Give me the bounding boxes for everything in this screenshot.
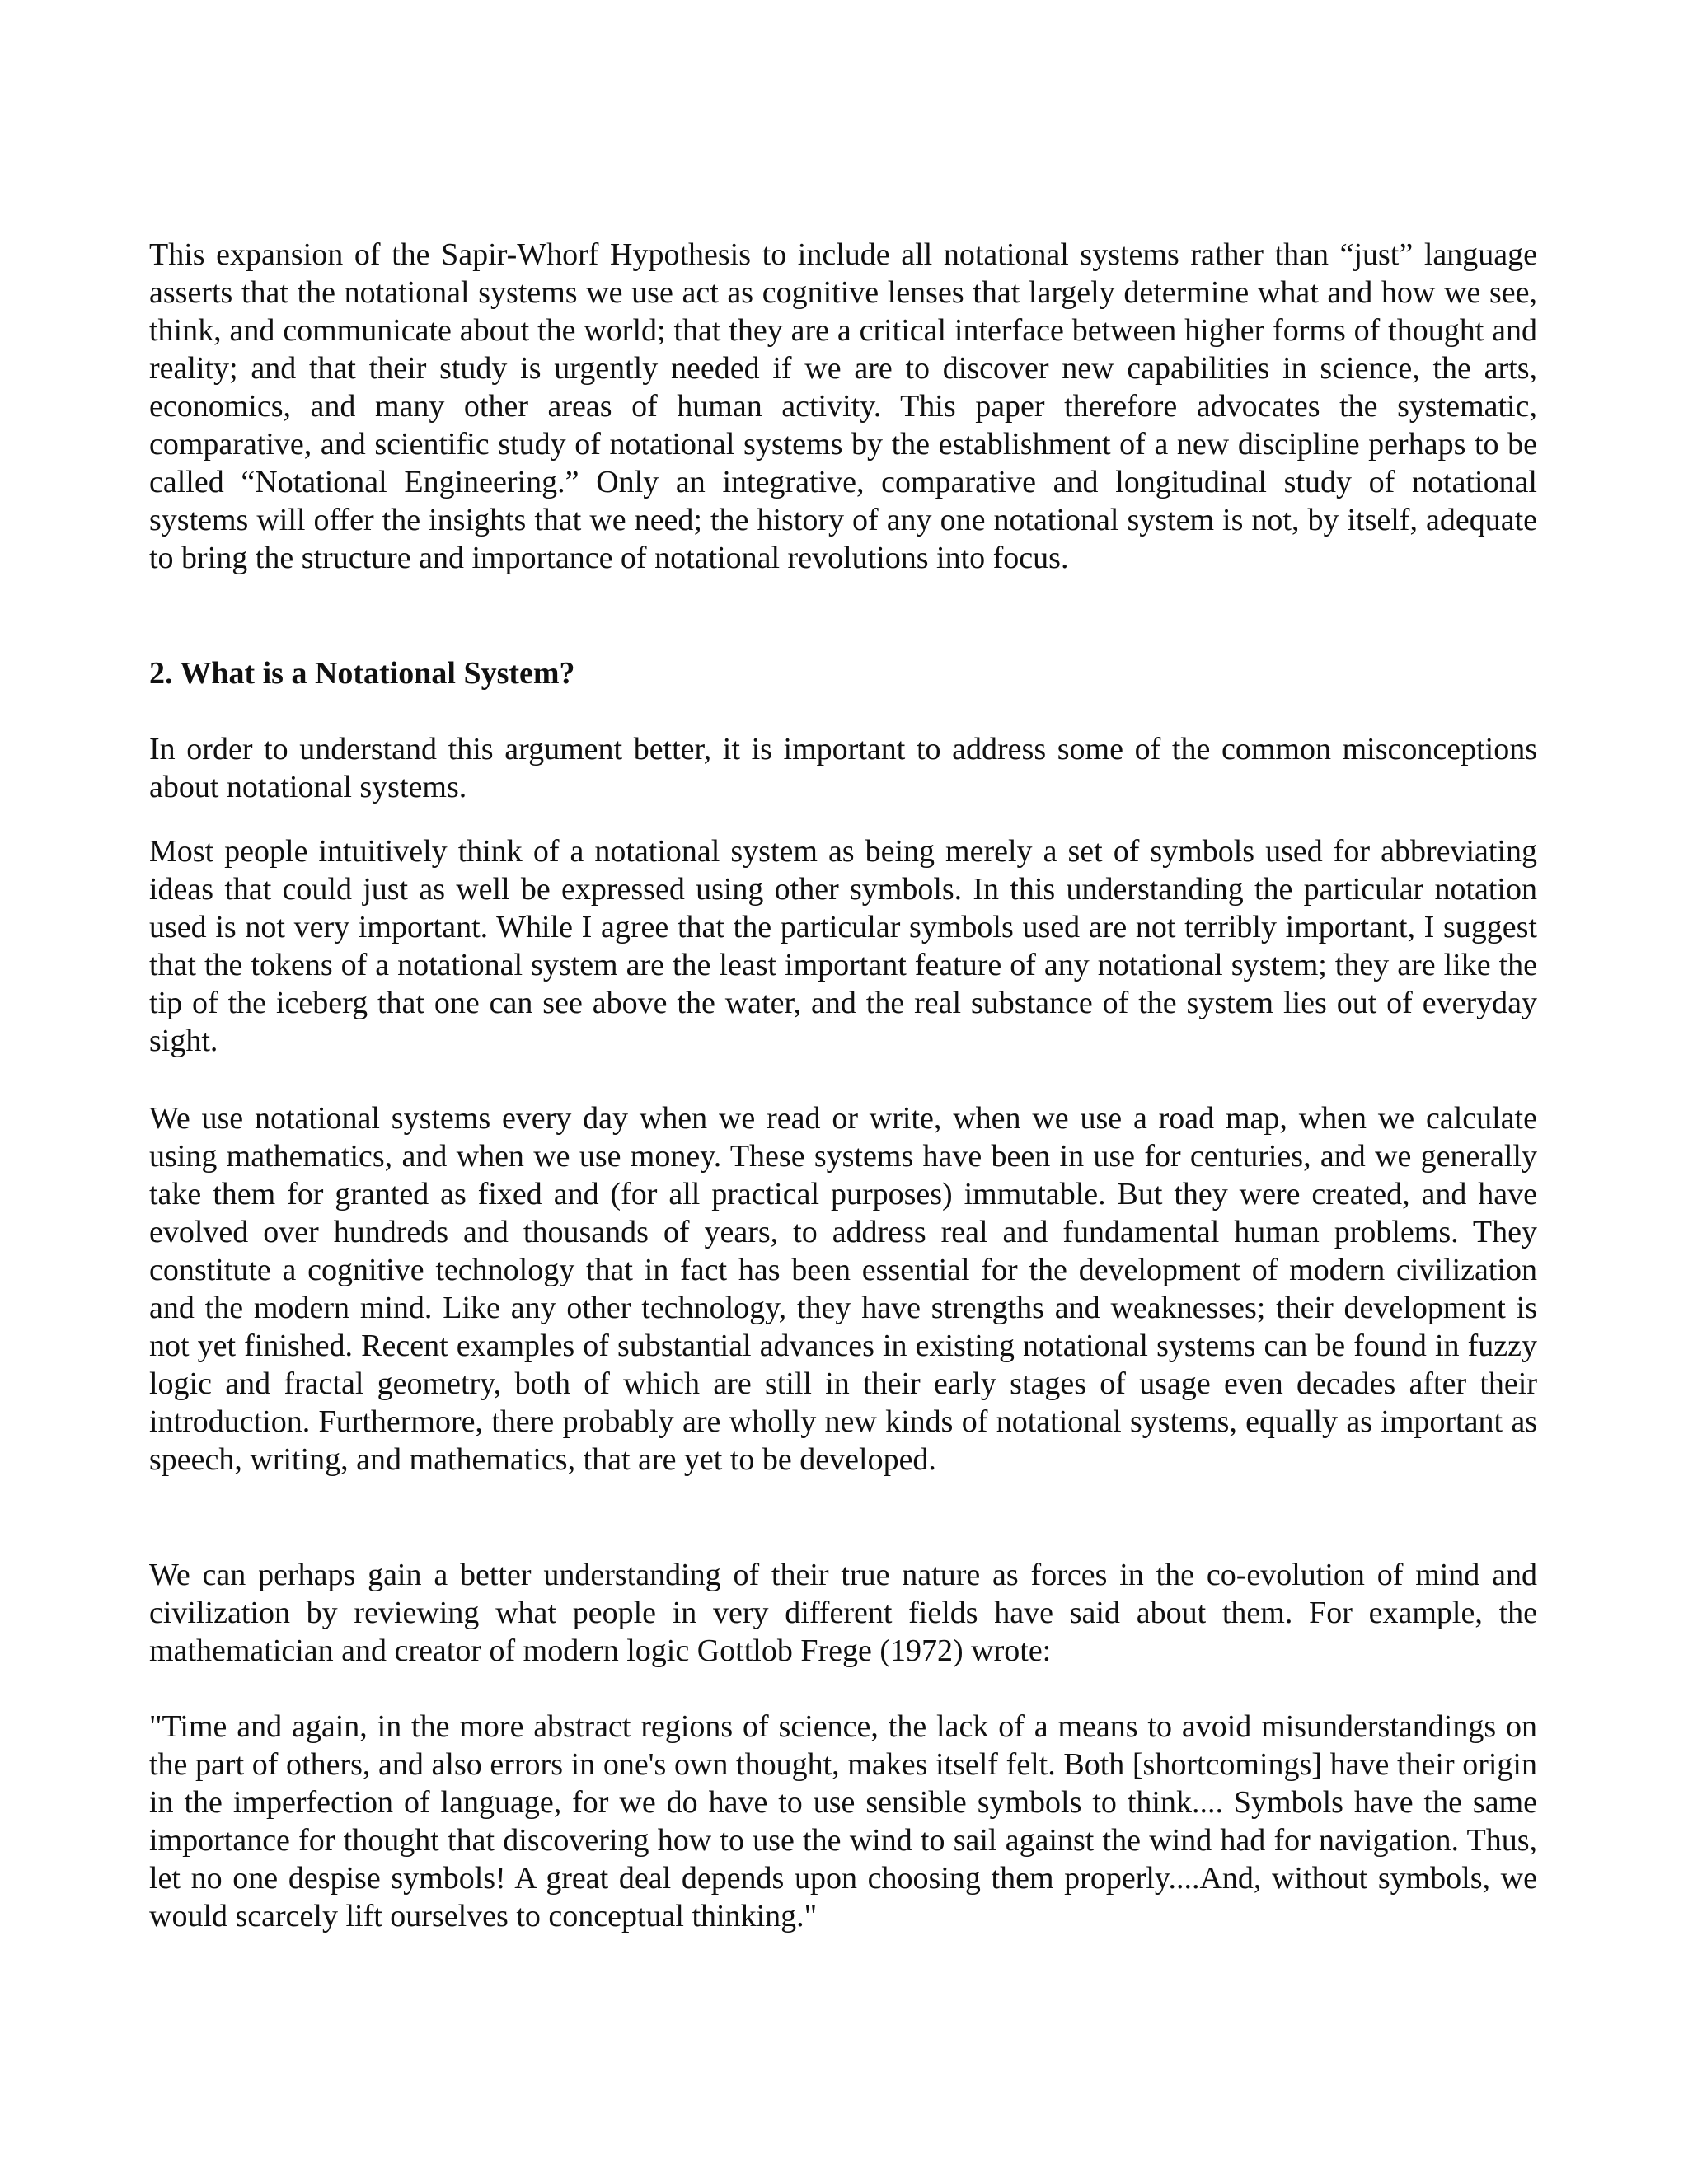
paragraph-frege-intro: We can perhaps gain a better understanding of their true nature as forces in the co-evolution of mind and civilization by reviewing what people in very different fields have said about them. For example, the mathematician and creator of modern logic Gottlob Frege (1972) wrote: <box>149 1558 1537 1668</box>
paragraph-everyday-use: We use notational systems every day when we read or write, when we use a road map, when we calculate using mathematics, and when we use money. These systems have been in use for centuries, and we generally take them for granted as fixed and (for all practical purposes) immutable. But they were created, and have evolved over hundreds and thousands of years, to address real and fundamental human problems. They constitute a cognitive technology that in fact has been essential for the development of modern civilization and the modern mind. Like any other technology, they have strengths and weaknesses; their development is not yet finished. Recent examples of substantial advances in existing notational systems can be found in fuzzy logic and fractal geometry, both of which are still in their early stages of usage even decades after their introduction. Furthermore, there probably are wholly new kinds of notational systems, equally as important as speech, writing, and mathematics, that are yet to be developed. <box>149 1101 1537 1477</box>
paragraph-intuition: Most people intuitively think of a notational system as being merely a set of symbols used for abbreviating ideas that could just as well be expressed using other symbols. In this understanding the particular notation used is not very important. While I agree that the particular symbols used are not terribly important, I suggest that the tokens of a notational system are the least important feature of any notational system; they are like the tip of the iceberg that one can see above the water, and the real substance of the system lies out of everyday sight. <box>149 834 1537 1058</box>
frege-quote: "Time and again, in the more abstract regions of science, the lack of a means to avoid misunderstandings on the part of others, and also errors in one's own thought, makes itself felt. Both [shortcomings] have their origin in the imperfection of language, for we do have to use sensible symbols to think.... Symbols have the same importance for thought that discovering how to use the wind to sail against the wind had for navigation. Thus, let no one despise symbols! A great deal depends upon choosing them properly....And, without symbols, we would scarcely lift ourselves to conceptual thinking." <box>149 1709 1537 1933</box>
paragraph-misconceptions: In order to understand this argument better, it is important to address some of the common misconceptions about notational systems. <box>149 732 1537 804</box>
section-heading: 2. What is a Notational System? <box>149 656 575 691</box>
paragraph-sapir-whorf-expansion: This expansion of the Sapir-Whorf Hypothesis to include all notational systems rather than “just” language asserts that the notational systems we use act as cognitive lenses that largely determine what and how we see, think, and communicate about the world; that they are a critical interface between higher forms of thought and reality; and that their study is urgently needed if we are to discover new capabilities in science, the arts, economics, and many other areas of human activity. This paper therefore advocates the systematic, comparative, and scientific study of notational systems by the establishment of a new discipline perhaps to be called “Notational Engineering.” Only an integrative, comparative and longitudinal study of notational systems will offer the insights that we need; the history of any one notational system is not, by itself, adequate to bring the structure and importance of notational revolutions into focus. <box>149 237 1537 575</box>
